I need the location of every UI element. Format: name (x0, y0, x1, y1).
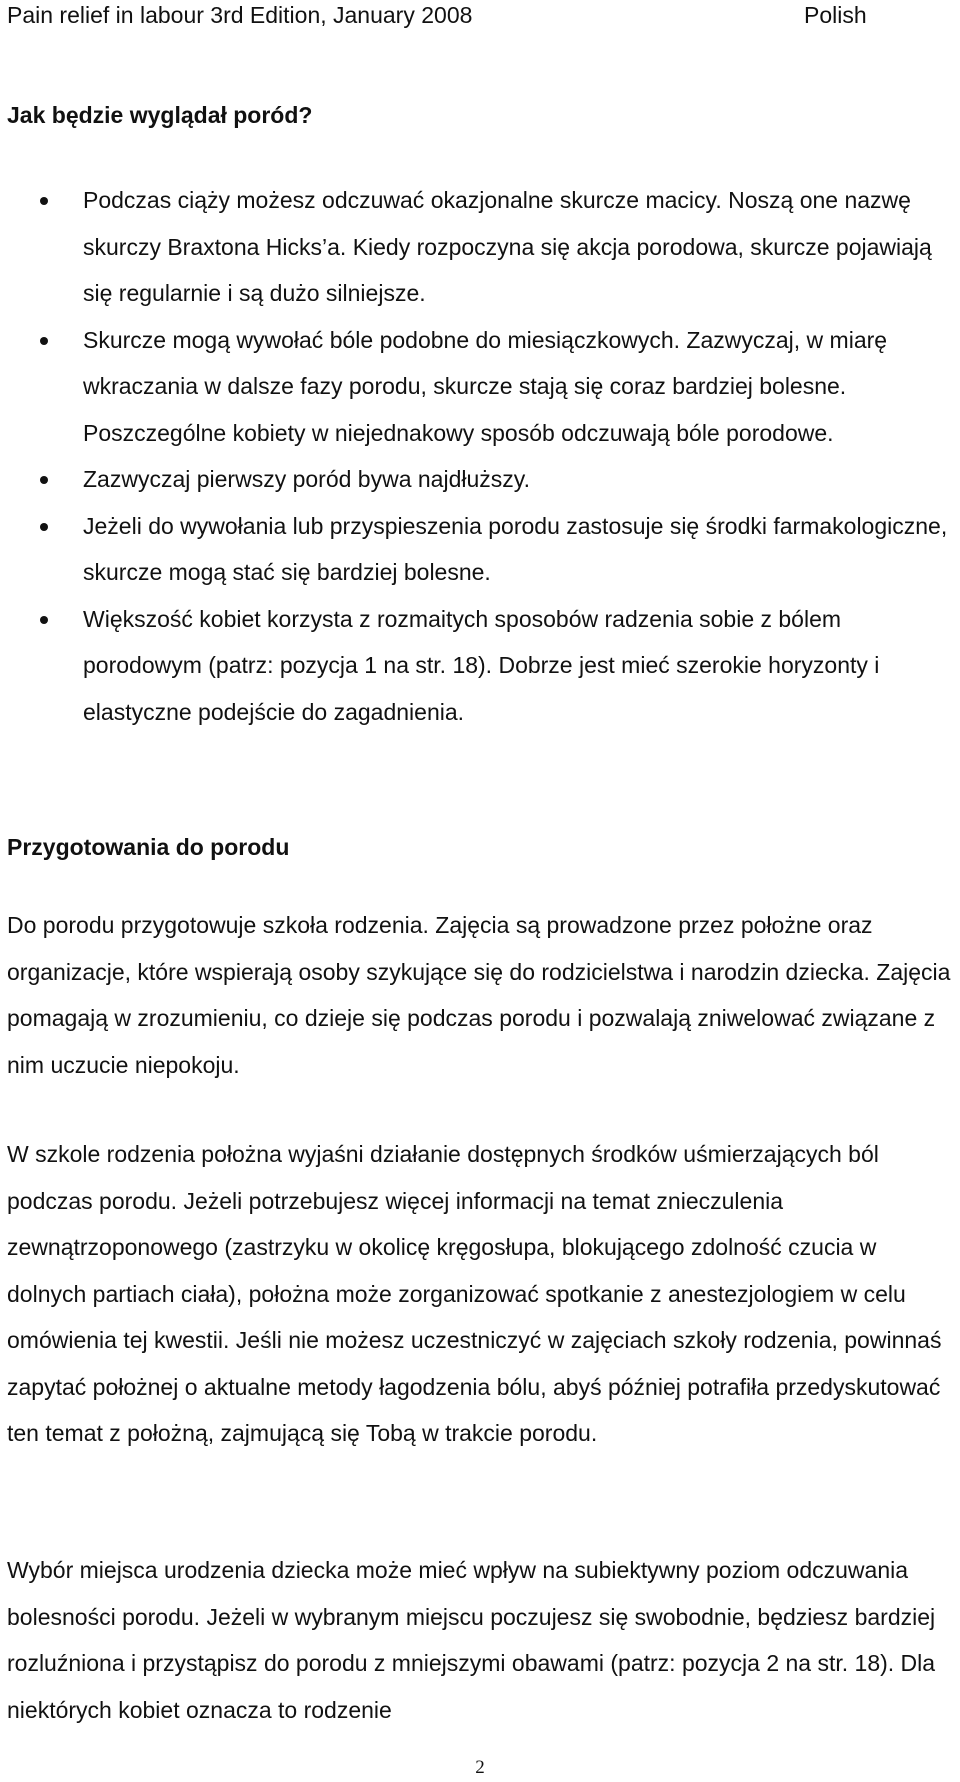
paragraph-birth-place: Wybór miejsca urodzenia dziecka może mieć wpływ na subiektywny poziom odczuwania bolesności porodu. Jeżeli w wybranym miejscu poczujesz się swobodnie, będziesz bardziej rozluźniona i przystąpisz do porodu z mniejszymi obawami (patrz: pozycja 2 na str. 18). Dla niektórych kobiet oznacza to rodzenie (7, 1557, 936, 1723)
bullet-icon (40, 523, 48, 531)
bullet-icon (40, 337, 48, 345)
paragraph-midwife-explains: W szkole rodzenia położna wyjaśni działanie dostępnych środków uśmierzających ból podczas porodu. Jeżeli potrzebujesz więcej informacji na temat znieczulenia zewnątrzoponowego (zastrzyku w okolicę kręgosłupa, blokującego zdolność czucia w dolnych partiach ciała), położna może zorganizować spotkanie z anestezjologiem w celu omówienia tej kwestii. Jeśli nie możesz uczestniczyć w zajęciach szkoły rodzenia, powinnaś zapytać położnej o aktualne metody łagodzenia bólu, abyś później potrafiła przedyskutować ten temat z położną, zajmującą się Tobą w trakcie porodu. (7, 1141, 942, 1446)
list-item (0, 177, 953, 317)
list-item (0, 503, 953, 596)
labour-bullet-list (0, 177, 960, 735)
header-language: Polish (804, 2, 867, 28)
list-item (0, 317, 953, 457)
list-item-text: Jeżeli do wywołania lub przyspieszenia porodu zastosuje się środki farmakologiczne, skurcze mogą stać się bardziej bolesne. (83, 512, 948, 585)
list-item (0, 456, 953, 503)
section-heading-labour: Jak będzie wyglądał poród? (7, 102, 313, 128)
header-document-title: Pain relief in labour 3rd Edition, January 2008 (7, 2, 473, 28)
bullet-icon (40, 476, 48, 484)
section-heading-preparation: Przygotowania do porodu (7, 834, 290, 860)
bullet-icon (40, 197, 48, 205)
bullet-icon (40, 616, 48, 624)
list-item-text: Podczas ciąży możesz odczuwać okazjonalne skurcze macicy. Noszą one nazwę skurczy Braxtona Hicks’a. Kiedy rozpoczyna się akcja porodowa, skurcze pojawiają się regularnie i są dużo silniejsze. (83, 187, 932, 306)
paragraph-antenatal-classes: Do porodu przygotowuje szkoła rodzenia. Zajęcia są prowadzone przez położne oraz organizacje, które wspierają osoby szykujące się do rodzicielstwa i narodzin dziecka. Zajęcia pomagają w zrozumieniu, co dzieje się podczas porodu i pozwalają zniwelować związane z nim uczucie niepokoju. (7, 912, 951, 1078)
page-number: 2 (475, 1757, 485, 1778)
list-item (0, 596, 953, 736)
list-item-text: Zazwyczaj pierwszy poród bywa najdłuższy. (83, 466, 530, 492)
page-header (7, 0, 878, 30)
list-item-text: Skurcze mogą wywołać bóle podobne do miesiączkowych. Zazwyczaj, w miarę wkraczania w dalsze fazy porodu, skurcze stają się coraz bardziej bolesne. Poszczególne kobiety w niejednakowy sposób odczuwają bóle porodowe. (83, 326, 888, 446)
list-item-text: Większość kobiet korzysta z rozmaitych sposobów radzenia sobie z bólem porodowym (patrz: pozycja 1 na str. 18). Dobrze jest mieć szerokie horyzonty i elastyczne podejście do zagadnienia. (83, 605, 880, 725)
